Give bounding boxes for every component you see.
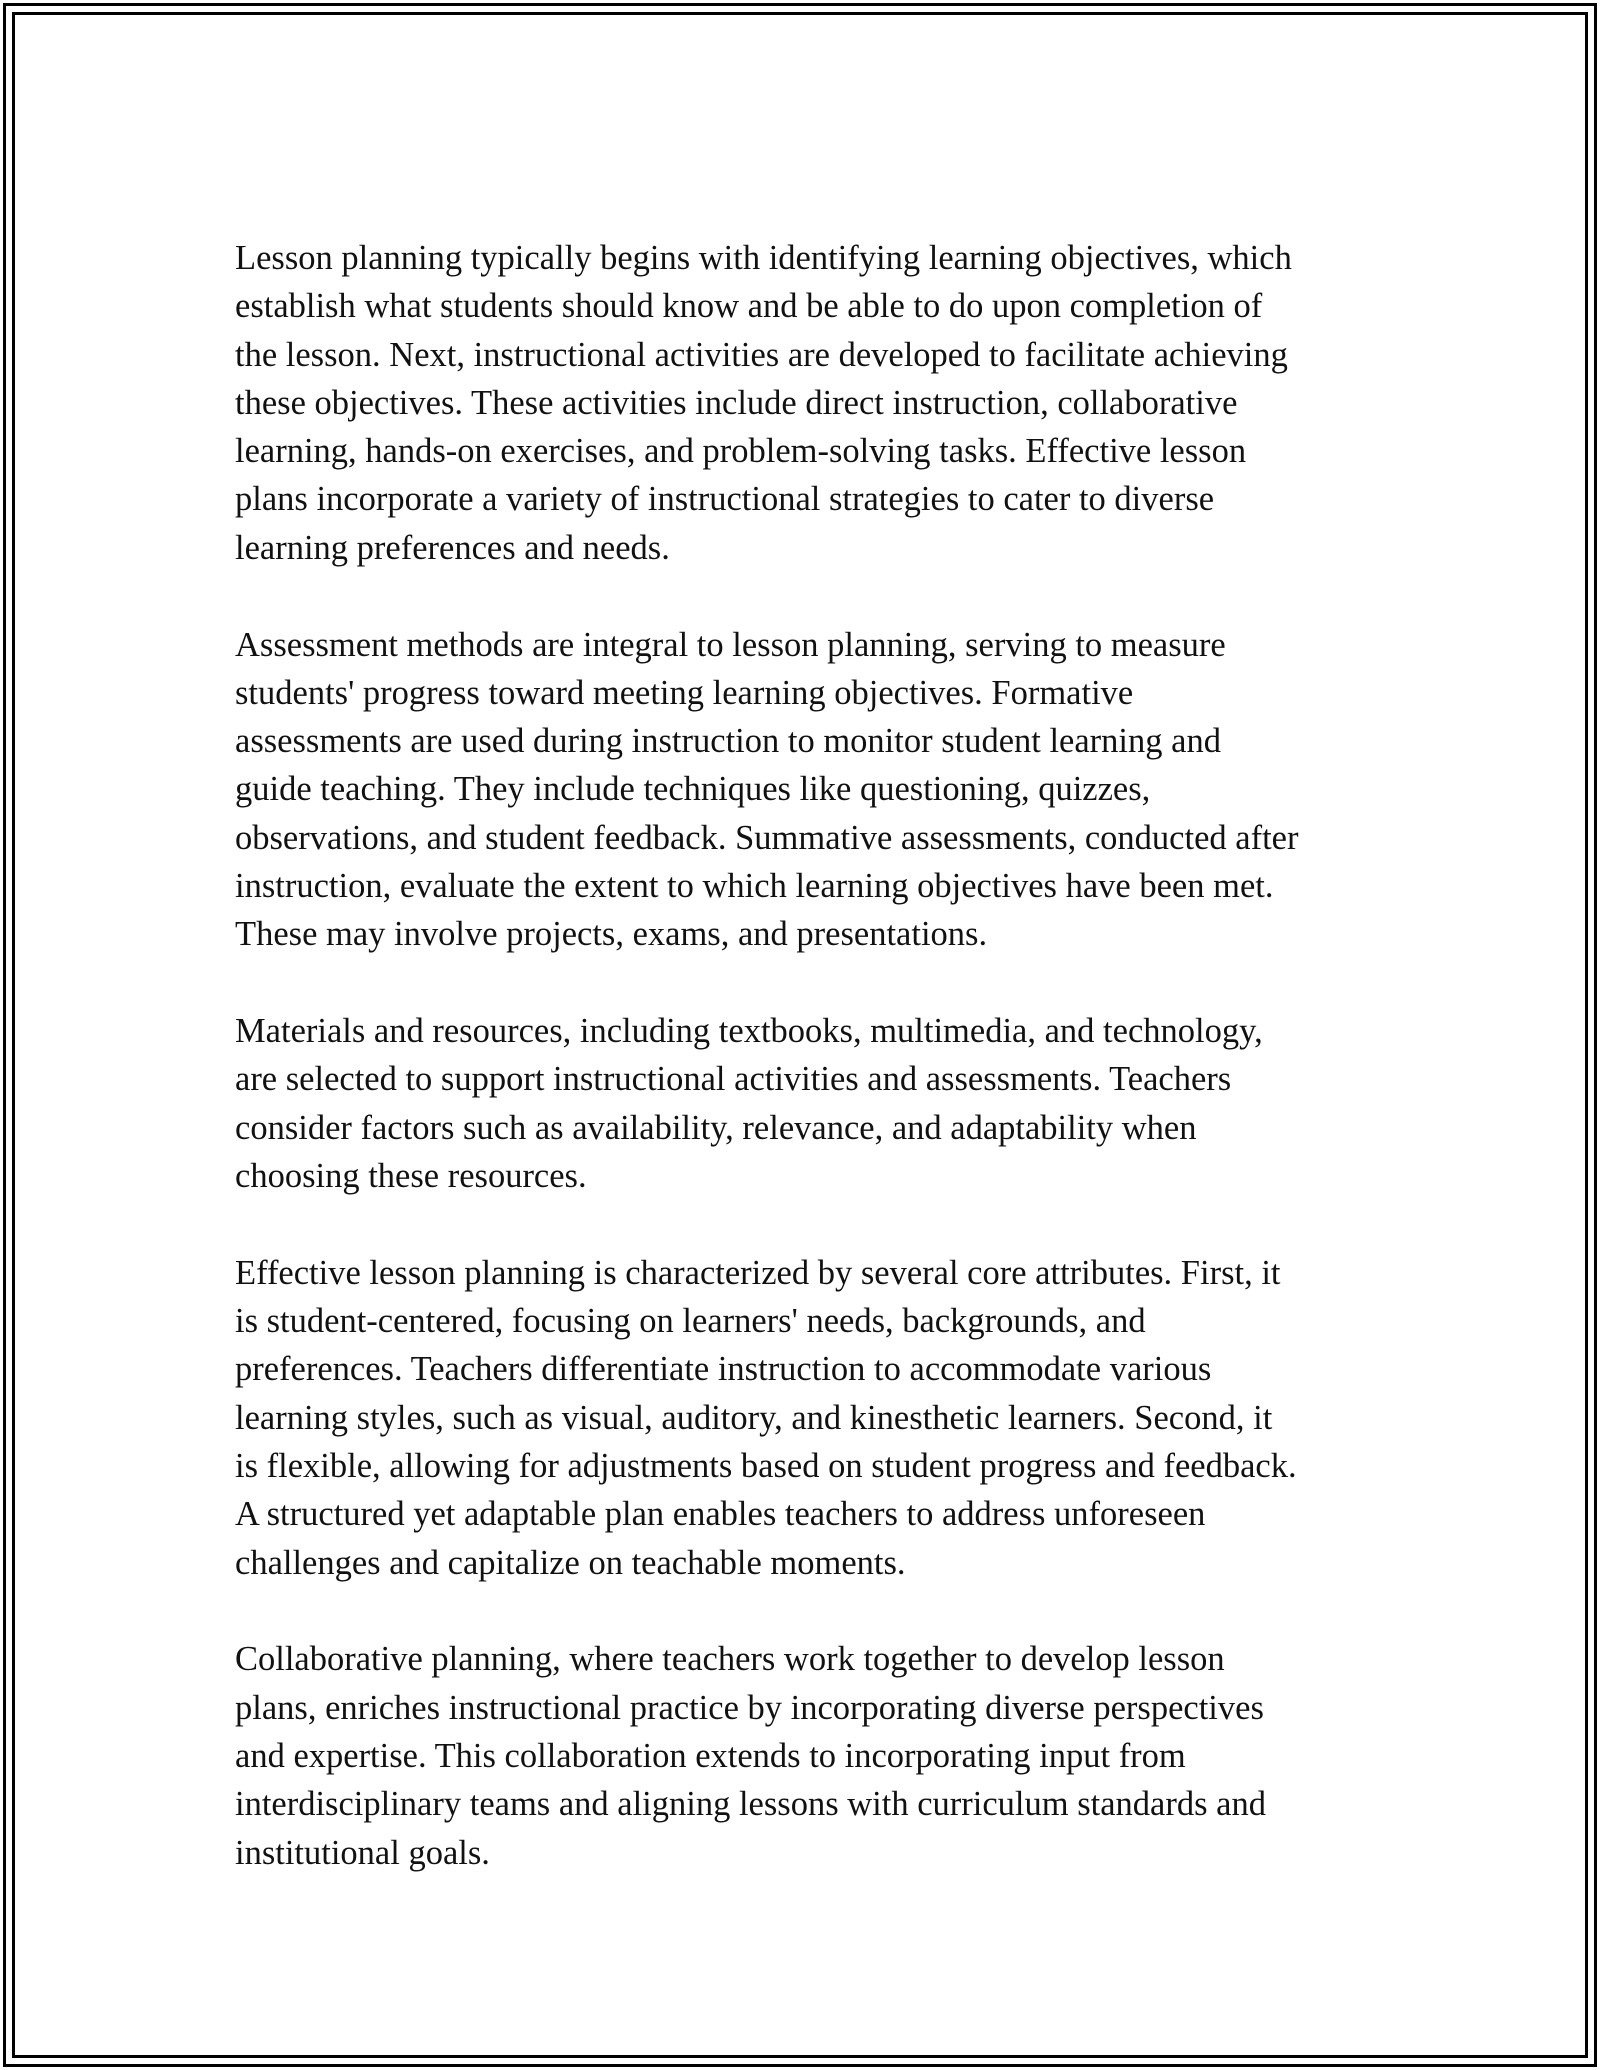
text-line: choosing these resources. xyxy=(235,1157,587,1196)
text-line: learning, hands-on exercises, and problem-solving tasks. Effective lesson xyxy=(235,432,1247,471)
text-line: learning preferences and needs. xyxy=(235,528,670,567)
text-line: challenges and capitalize on teachable moments. xyxy=(235,1543,906,1582)
paragraph-1 xyxy=(235,234,1375,572)
paragraph-5 xyxy=(235,1635,1375,1876)
text-line: are selected to support instructional activities and assessments. Teachers xyxy=(235,1060,1232,1099)
text-line: the lesson. Next, instructional activities are developed to facilitate achieving xyxy=(235,335,1288,374)
paragraph-3 xyxy=(235,1007,1375,1200)
text-line: preferences. Teachers differentiate instruction to accommodate various xyxy=(235,1350,1212,1389)
text-line: consider factors such as availability, relevance, and adaptability when xyxy=(235,1108,1197,1147)
text-line: these objectives. These activities include direct instruction, collaborative xyxy=(235,383,1238,422)
text-line: students' progress toward meeting learning objectives. Formative xyxy=(235,673,1134,712)
text-line: guide teaching. They include techniques like questioning, quizzes, xyxy=(235,770,1151,809)
text-line: These may involve projects, exams, and presentations. xyxy=(235,915,988,954)
text-line: assessments are used during instruction to monitor student learning and xyxy=(235,722,1221,761)
text-line: Collaborative planning, where teachers work together to develop lesson xyxy=(235,1640,1225,1679)
text-line: plans, enriches instructional practice by incorporating diverse perspectives xyxy=(235,1688,1264,1727)
text-line: is flexible, allowing for adjustments based on student progress and feedback. xyxy=(235,1447,1297,1486)
text-line: learning styles, such as visual, auditory, and kinesthetic learners. Second, it xyxy=(235,1398,1273,1437)
paragraph-2 xyxy=(235,621,1375,959)
text-line: is student-centered, focusing on learners' needs, backgrounds, and xyxy=(235,1302,1146,1341)
text-line: observations, and student feedback. Summative assessments, conducted after xyxy=(235,818,1299,857)
text-line: Assessment methods are integral to lesson planning, serving to measure xyxy=(235,625,1226,664)
text-line: instruction, evaluate the extent to which learning objectives have been met. xyxy=(235,867,1274,906)
text-line: A structured yet adaptable plan enables teachers to address unforeseen xyxy=(235,1495,1206,1534)
text-line: establish what students should know and be able to do upon completion of xyxy=(235,287,1263,326)
text-line: institutional goals. xyxy=(235,1833,490,1872)
text-line: Materials and resources, including textbooks, multimedia, and technology, xyxy=(235,1012,1263,1051)
text-line: Lesson planning typically begins with identifying learning objectives, which xyxy=(235,239,1292,277)
text-line: plans incorporate a variety of instructional strategies to cater to diverse xyxy=(235,480,1215,519)
text-line: and expertise. This collaboration extends to incorporating input from xyxy=(235,1737,1186,1776)
document-body xyxy=(235,234,1375,1925)
text-line: interdisciplinary teams and aligning lessons with curriculum standards and xyxy=(235,1785,1266,1824)
paragraph-4 xyxy=(235,1249,1375,1587)
text-line: Effective lesson planning is characterized by several core attributes. First, it xyxy=(235,1253,1281,1292)
